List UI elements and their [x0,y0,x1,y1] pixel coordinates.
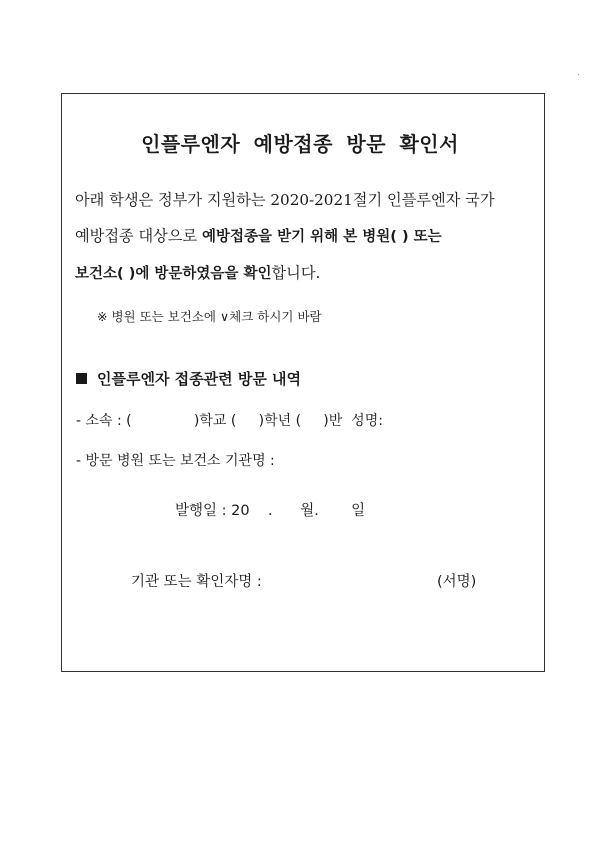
document-title: 인플루엔자 예방접종 방문 확인서 [141,132,459,156]
scan-dot [578,74,579,75]
issue-date: 발행일 : 20 . 월. 일 [175,503,366,519]
paragraph-line-2-plain: 예방접종 대상으로 [75,227,203,245]
paragraph-line-3 [75,255,545,292]
confirmation-paragraph [75,182,545,292]
paragraph-line-2-bold: 예방접종을 받기 위해 본 병원( ) 또는 [202,229,442,245]
affiliation-row: - 소속 : ( )학교 ( )학년 ( )반 성명: [76,413,383,429]
institution-row: - 방문 병원 또는 보건소 기관명 : [76,453,275,469]
paragraph-line-2 [75,218,545,255]
signer-label: 기관 또는 확인자명 : [131,574,262,590]
signature-label: (서명) [437,574,477,590]
section-heading-text: 인플루엔자 접종관련 방문 내역 [97,370,302,388]
paragraph-line-3-bold: 보건소( )에 방문하였음을 확인 [75,266,272,282]
paragraph-line-3-plain: 합니다. [271,264,321,282]
paragraph-line-1: 아래 학생은 정부가 지원하는 2020-2021절기 인플루엔자 국가 [75,191,495,209]
check-note: ※ 병원 또는 보건소에 ∨체크 하시기 바람 [97,309,322,324]
section-heading [76,368,301,389]
square-bullet-icon [76,373,87,384]
